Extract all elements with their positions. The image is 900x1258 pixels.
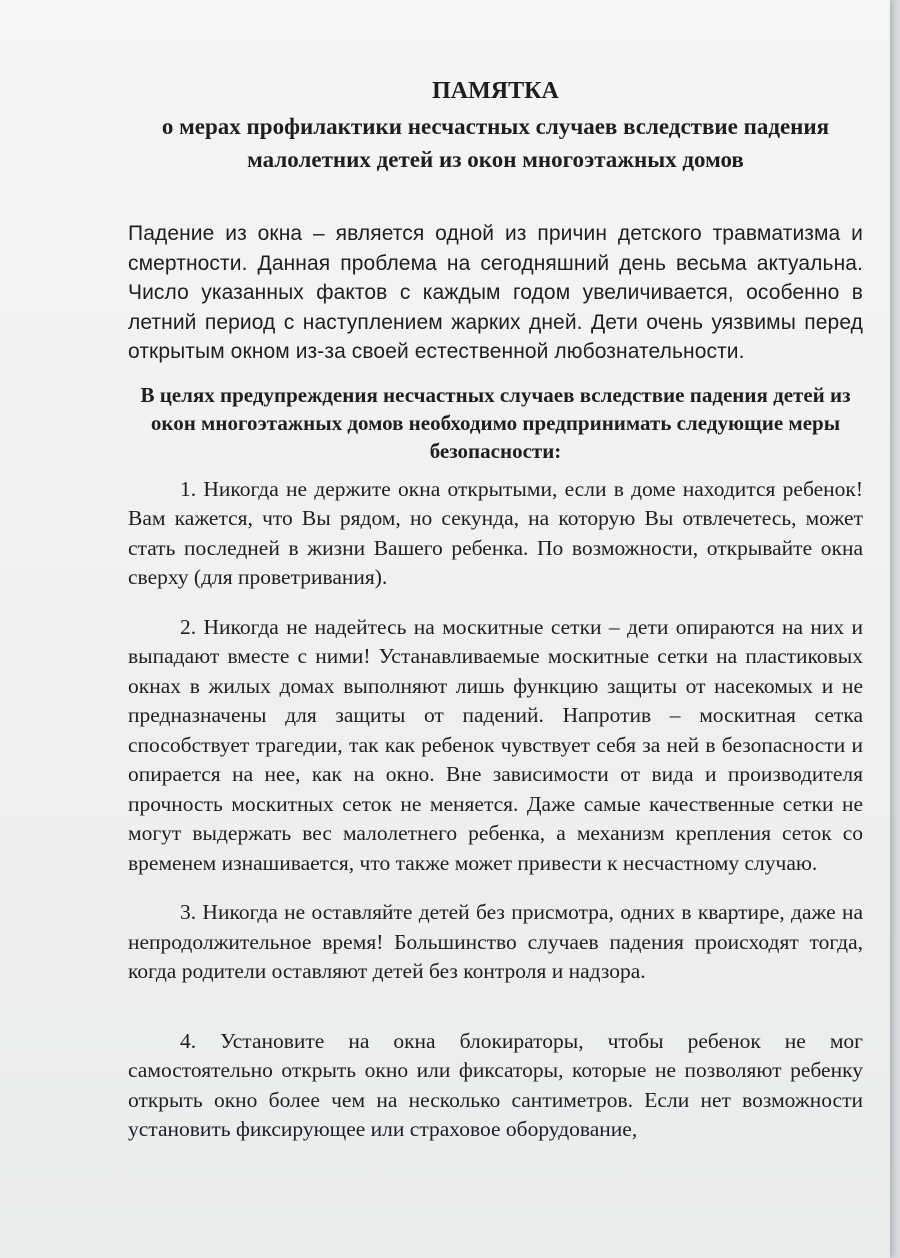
measure-item-4: 4. Установите на окна блокираторы, чтобы ребенок не мог самостоятельно открыть окно или фиксаторы, которые не позволяют ребенку открыть окно более чем на несколько сантиметров. Если нет возможности установить фиксирующее или страховое оборудование,	[128, 1028, 863, 1141]
measure-item-1: 1. Никогда не держите окна открытыми, если в доме находится ребенок! Вам кажется, что Вы рядом, но секунда, на которую Вы отвлечетесь, может стать последней в жизни Вашего ребенка. По возможности, открывайте окна сверху (для проветривания).	[128, 476, 863, 589]
measure-item-2: 2. Никогда не надейтесь на москитные сетки – дети опираются на них и выпадают вместе с ними! Устанавливаемые москитные сетки на пластиковых окнах в жилых домах выполняют лишь функцию защиты от насекомых и не предназначены для защиты от падений. Напротив – москитная сетка способствует трагедии, так как ребенок чувствует себя за ней в безопасности и опирается на нее, как на окно. Вне зависимости от вида и производителя прочность москитных сеток не меняется. Даже самые качественные сетки не могут выдержать вес малолетнего ребенка, а механизм крепления сеток со временем изнашивается, что также может привести к несчастному случаю.	[128, 614, 863, 875]
intro-paragraph: Падение из окна – является одной из причин детского травматизма и смертности. Данная проблема на сегодняшний день весьма актуальна. Число указанных фактов с каждым годом увеличивается, особенно в летний период с наступлением жарких дней. Дети очень уязвимы перед открытым окном из-за своей естественной любознательности.	[128, 222, 863, 363]
measure-item-3: 3. Никогда не оставляйте детей без присмотра, одних в квартире, даже на непродолжительное время! Большинство случаев падения происходят тогда, когда родители оставляют детей без контроля и надзора.	[128, 900, 863, 983]
memo-title: ПАМЯТКА	[432, 78, 559, 104]
memo-subtitle: о мерах профилактики несчастных случаев вследствие падения малолетних детей из окон многоэтажных домов	[161, 114, 830, 172]
memo-content	[128, 76, 863, 1145]
safety-measures-heading: В целях предупреждения несчастных случаев вследствие падения детей из окон многоэтажных домов необходимо предпринимать следующие меры безопасности:	[140, 382, 851, 463]
